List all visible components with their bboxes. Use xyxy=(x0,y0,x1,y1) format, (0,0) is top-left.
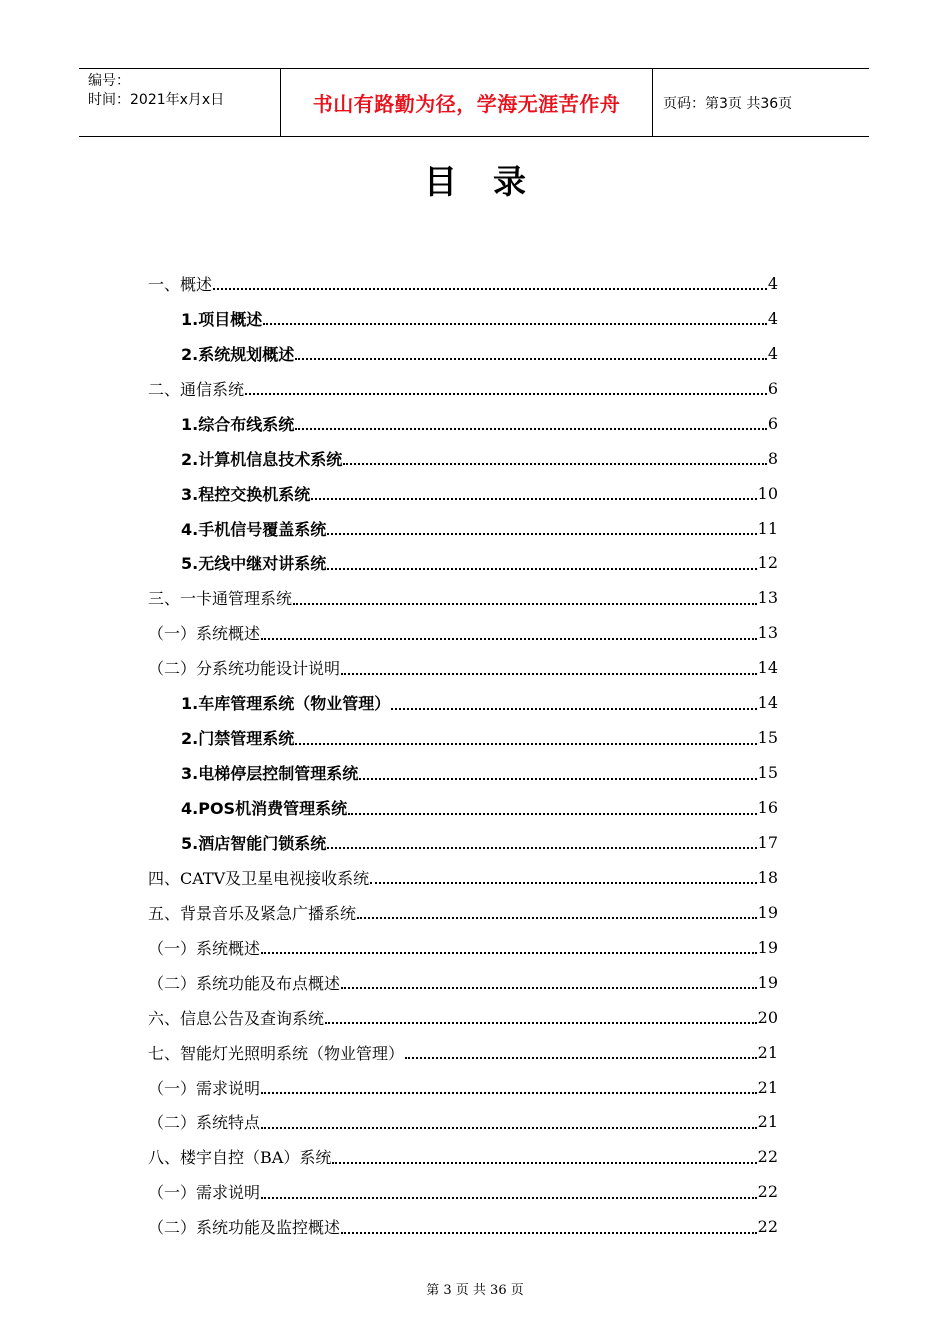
toc-entry-page: 20 xyxy=(757,1007,778,1027)
toc-entry[interactable] xyxy=(148,1139,778,1174)
toc-entry[interactable] xyxy=(148,930,778,965)
toc-entry-page: 14 xyxy=(757,693,778,713)
toc-entry[interactable] xyxy=(148,720,778,755)
toc-entry-page: 4 xyxy=(767,273,778,293)
toc-entry-label: （一）系统概述 xyxy=(148,938,261,958)
toc-entry[interactable] xyxy=(148,336,778,371)
toc-entry-page: 21 xyxy=(757,1077,778,1097)
toc-leader-dots xyxy=(405,1057,757,1059)
toc-entry-label: （一）需求说明 xyxy=(148,1183,261,1203)
toc-leader-dots xyxy=(348,813,757,815)
toc-entry-label: 5.酒店智能门锁系统 xyxy=(181,833,327,853)
toc-entry-page: 21 xyxy=(757,1112,778,1132)
toc-entry-page: 21 xyxy=(757,1042,778,1062)
toc-entry[interactable] xyxy=(148,615,778,650)
toc-entry[interactable] xyxy=(148,755,778,790)
toc-leader-dots xyxy=(261,1092,757,1094)
toc-entry-label: （一）需求说明 xyxy=(148,1078,261,1098)
header-page-info: 页码：第3页 共36页 xyxy=(663,95,793,112)
toc-entry-page: 4 xyxy=(767,343,778,363)
toc-entry-label: （二）系统特点 xyxy=(148,1113,261,1133)
toc-entry-label: （一）系统概述 xyxy=(148,624,261,644)
toc-entry-page: 11 xyxy=(757,518,778,538)
toc-entry-label: 4.POS机消费管理系统 xyxy=(181,799,348,819)
toc-leader-dots xyxy=(370,882,756,884)
toc-entry-label: 三、一卡通管理系统 xyxy=(148,589,293,609)
toc-leader-dots xyxy=(357,917,757,919)
toc-leader-dots xyxy=(359,778,756,780)
header-motto: 书山有路勤为径，学海无涯苦作舟 xyxy=(281,69,653,136)
toc-entry-label: 六、信息公告及查询系统 xyxy=(148,1008,325,1028)
toc-entry-label: 七、智能灯光照明系统（物业管理） xyxy=(148,1043,405,1063)
toc-entry[interactable] xyxy=(148,650,778,685)
toc-entry[interactable] xyxy=(148,371,778,406)
toc-entry-label: 四、CATV及卫星电视接收系统 xyxy=(148,868,370,888)
toc-leader-dots xyxy=(311,498,756,500)
table-of-contents xyxy=(148,266,778,1244)
toc-entry-label: 1.综合布线系统 xyxy=(181,414,295,434)
toc-leader-dots xyxy=(332,1162,756,1164)
toc-entry-label: 3.程控交换机系统 xyxy=(181,484,311,504)
toc-leader-dots xyxy=(341,987,757,989)
toc-leader-dots xyxy=(341,1232,757,1234)
toc-entry[interactable] xyxy=(148,476,778,511)
toc-entry[interactable] xyxy=(148,1209,778,1244)
toc-entry[interactable] xyxy=(148,860,778,895)
toc-entry[interactable] xyxy=(148,895,778,930)
toc-entry[interactable] xyxy=(148,790,778,825)
toc-leader-dots xyxy=(341,673,757,675)
toc-entry-page: 18 xyxy=(757,867,778,887)
toc-entry-page: 17 xyxy=(757,832,778,852)
toc-entry-page: 13 xyxy=(757,623,778,643)
toc-entry-label: （二）系统功能及布点概述 xyxy=(148,973,341,993)
toc-entry-page: 19 xyxy=(757,902,778,922)
toc-entry-page: 12 xyxy=(757,553,778,573)
toc-leader-dots xyxy=(325,1022,757,1024)
page-footer: 第 3 页 共 36 页 xyxy=(426,1283,524,1298)
toc-leader-dots xyxy=(213,288,767,290)
toc-leader-dots xyxy=(343,463,767,465)
toc-entry[interactable] xyxy=(148,1000,778,1035)
toc-entry-label: 2.系统规划概述 xyxy=(181,344,295,364)
toc-entry[interactable] xyxy=(148,965,778,1000)
toc-entry-label: 1.项目概述 xyxy=(181,309,263,329)
toc-entry[interactable] xyxy=(148,441,778,476)
toc-entry-page: 4 xyxy=(767,308,778,328)
toc-entry[interactable] xyxy=(148,546,778,581)
toc-entry-label: 4.手机信号覆盖系统 xyxy=(181,519,327,539)
toc-leader-dots xyxy=(261,1127,757,1129)
toc-leader-dots xyxy=(327,847,756,849)
toc-entry[interactable] xyxy=(148,685,778,720)
toc-entry-page: 22 xyxy=(757,1147,778,1167)
toc-leader-dots xyxy=(327,533,756,535)
toc-entry[interactable] xyxy=(148,1070,778,1105)
toc-entry[interactable] xyxy=(148,1035,778,1070)
toc-leader-dots xyxy=(295,358,767,360)
toc-entry-page: 16 xyxy=(757,798,778,818)
toc-entry-page: 6 xyxy=(767,413,778,433)
toc-entry-label: 1.车库管理系统（物业管理） xyxy=(181,694,391,714)
toc-leader-dots xyxy=(261,952,757,954)
number-label: 编号： xyxy=(88,73,130,89)
toc-entry-label: 3.电梯停层控制管理系统 xyxy=(181,764,359,784)
toc-entry-page: 15 xyxy=(757,728,778,748)
toc-entry[interactable] xyxy=(148,580,778,615)
toc-entry-label: 2.计算机信息技术系统 xyxy=(181,449,343,469)
toc-entry-page: 8 xyxy=(767,448,778,468)
toc-entry-label: 八、楼宇自控（BA）系统 xyxy=(148,1148,332,1168)
toc-entry-page: 19 xyxy=(757,972,778,992)
page-header xyxy=(79,68,869,137)
toc-entry[interactable] xyxy=(148,825,778,860)
toc-entry-page: 13 xyxy=(757,588,778,608)
toc-entry-page: 15 xyxy=(757,763,778,783)
toc-entry-label: 5.无线中继对讲系统 xyxy=(181,554,327,574)
toc-entry-label: 五、背景音乐及紧急广播系统 xyxy=(148,903,357,923)
toc-entry-page: 14 xyxy=(757,658,778,678)
toc-entry-page: 19 xyxy=(757,937,778,957)
toc-entry-page: 6 xyxy=(767,378,778,398)
toc-entry-label: （二）分系统功能设计说明 xyxy=(148,659,341,679)
page-title: 目录 xyxy=(424,162,562,201)
toc-entry-page: 22 xyxy=(757,1182,778,1202)
toc-entry[interactable] xyxy=(148,266,778,301)
toc-leader-dots xyxy=(245,393,767,395)
toc-entry-page: 22 xyxy=(757,1217,778,1237)
toc-leader-dots xyxy=(293,603,757,605)
header-meta xyxy=(79,69,281,136)
toc-leader-dots xyxy=(391,708,756,710)
toc-leader-dots xyxy=(295,743,756,745)
toc-entry-label: 2.门禁管理系统 xyxy=(181,729,295,749)
toc-entry[interactable] xyxy=(148,1105,778,1140)
toc-leader-dots xyxy=(261,1197,757,1199)
toc-leader-dots xyxy=(327,568,756,570)
toc-entry[interactable] xyxy=(148,1174,778,1209)
toc-entry-page: 10 xyxy=(757,483,778,503)
toc-entry[interactable] xyxy=(148,406,778,441)
toc-entry[interactable] xyxy=(148,301,778,336)
toc-leader-dots xyxy=(261,638,757,640)
toc-entry-label: （二）系统功能及监控概述 xyxy=(148,1218,341,1238)
toc-leader-dots xyxy=(295,428,767,430)
toc-entry-label: 一、概述 xyxy=(148,274,213,294)
toc-leader-dots xyxy=(263,323,767,325)
toc-entry-label: 二、通信系统 xyxy=(148,379,245,399)
toc-entry[interactable] xyxy=(148,511,778,546)
time-label: 时间：2021年x月x日 xyxy=(88,92,225,108)
